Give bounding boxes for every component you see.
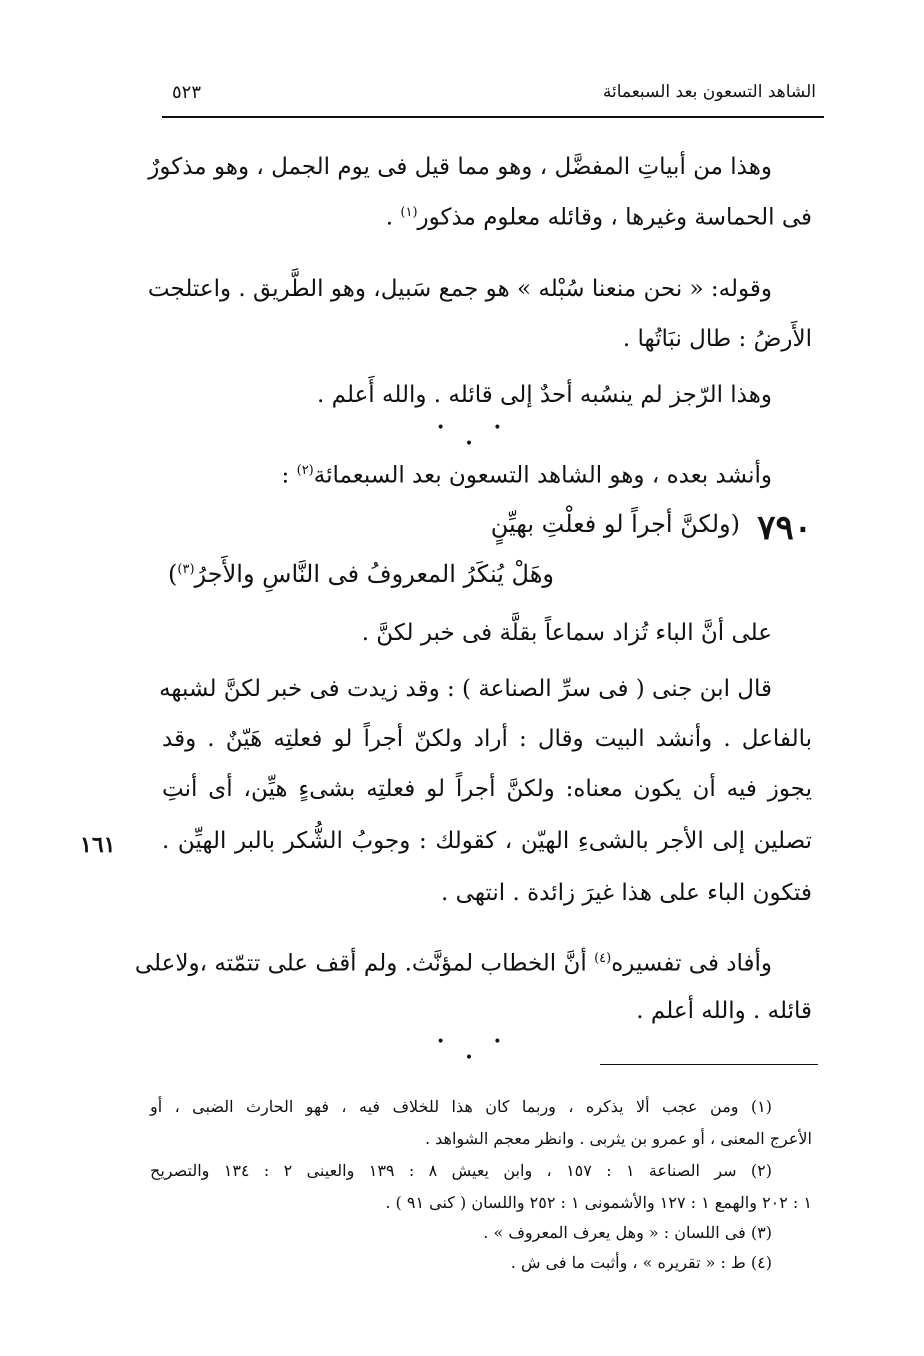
footnote-line: (٣) فى اللسان : « وهل يعرف المعروف » . [483,1223,772,1242]
verse-hemistich-1: (ولكنَّ أجراً لو فعلْتِ بهيِّنٍ [490,510,740,538]
section-separator: • • • [436,420,524,452]
body-line: وقوله: « نحن منعنا سُبْله » هو جمع سَبيل، وهو الطَّريق . واعتلجت [147,276,772,302]
body-text: : [281,462,297,489]
body-line: يجوز فيه أن يكون معناه: ولكنَّ أجراً لو فعلتِه بشىءٍ هيِّن، أى أنتِ [162,776,812,802]
verse-text: وهَلْ يُنكَرُ المعروفُ فى النَّاسِ والأَجرُ [194,560,554,588]
verse-number: ٧٩٠ [757,508,812,548]
verse-hemistich-2 [168,560,554,588]
body-line [162,456,772,491]
body-text: أنَّ الخطاب لمؤنَّث. ولم أقف على تتمّته ،ولاعلى [134,950,595,977]
body-text: فى الحماسة وغيرها ، وقائله معلوم مذكور [417,204,812,231]
footnote-line: ١ : ٢٠٢ والهمع ١ : ١٢٧ والأشمونى ١ : ٢٥٢ واللسان ( كنى ٩١ ) . [385,1193,812,1212]
running-header-title: الشاهد التسعون بعد السبعمائة [602,82,816,102]
body-line: الأَرضُ : طال نبَاتُها . [622,326,812,352]
body-line: وهذا من أبياتِ المفضَّل ، وهو مما قيل فى يوم الجمل ، وهو مذكورٌ [148,154,772,180]
page-number: ٥٢٣ [172,82,202,103]
body-line: تصلين إلى الأجر بالشىءِ الهيّن ، كقولك : وجوبُ الشُّكر بالبر الهيِّن . [162,828,812,854]
body-line: قائله . والله أعلم . [636,998,812,1024]
margin-number: ١٦١ [80,832,116,858]
footnote-ref: (٢) [296,463,314,478]
footnote-ref: (١) [400,205,418,220]
body-line: فتكون الباء على هذا غيرَ زائدة . انتهى . [441,880,812,906]
body-line: قال ابن جنى ( فى سرِّ الصناعة ) : وقد زيدت فى خبر لكنَّ لشبهه [159,676,772,702]
verse-text: ) [168,560,178,588]
footnote-line: (١) ومن عجب ألا يذكره ، وربما كان هذا للخلاف فيه ، فهو الحارث الضبى ، أو [150,1097,772,1116]
footnote-line: (٤) ط : « تقريره » ، وأثبت ما فى ش . [510,1253,772,1272]
body-text: وأفاد فى تفسيره [611,950,772,977]
body-line [134,944,772,979]
footnote-ref: (٤) [594,951,612,966]
body-line: وهذا الرّجز لم ينسُبه أحدٌ إلى قائله . والله أَعلم . [317,382,772,408]
footnote-line: الأعرج المعنى ، أو عمرو بن يثربى . وانظر معجم الشواهد . [424,1129,812,1148]
body-line: على أنَّ الباء تُزاد سماعاً بقلَّة فى خبر لكنَّ . [361,620,772,646]
body-line: بالفاعل . وأنشد البيت وقال : أراد ولكنّ أجراً لو فعلتِه هَيّنٌ . وقد [162,726,812,752]
section-separator: • • • [436,1034,524,1066]
header-rule [162,116,824,118]
body-line: فى الحماسة وغيرها ، وقائله معلوم مذكور$^{(١)}$ . [385,204,812,231]
body-text: وأنشد بعده ، وهو الشاهد التسعون بعد السبعمائة [313,462,772,489]
footnote-line: (٢) سر الصناعة ١ : ١٥٧ ، وابن يعيش ٨ : ١٣٩ والعينى ٢ : ١٣٤ والتصريح [150,1161,773,1180]
footnote-rule [600,1064,818,1065]
footnote-ref: (٣) [177,562,195,577]
